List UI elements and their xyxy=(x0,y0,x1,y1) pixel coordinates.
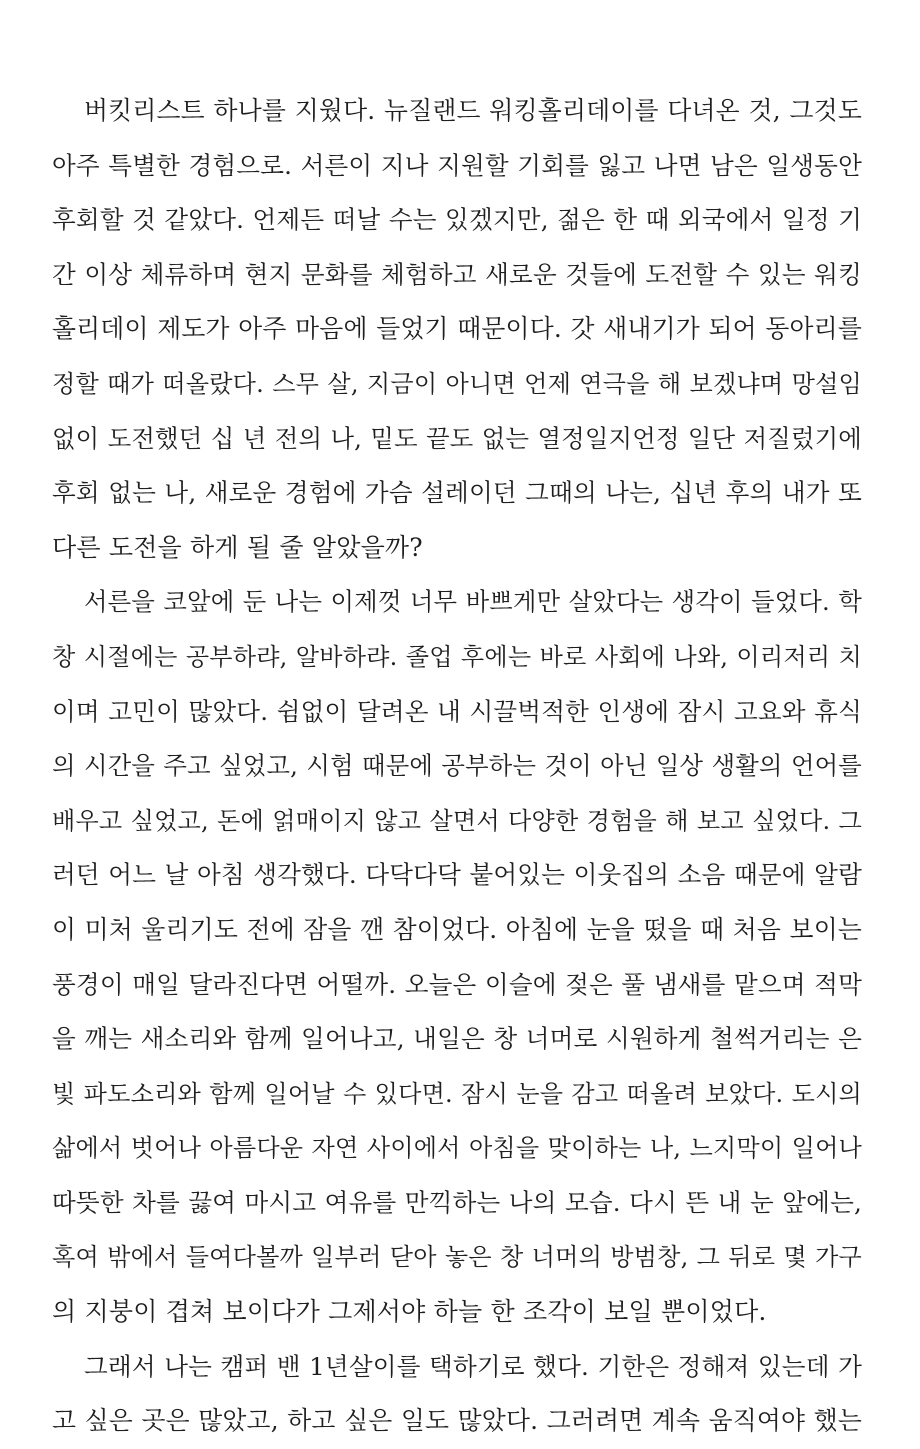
text-line: 빛 파도소리와 함께 일어날 수 있다면. 잠시 눈을 감고 떠올려 보았다. 도시의 xyxy=(52,1079,862,1108)
body-text xyxy=(52,84,862,1449)
text-line: 간 이상 체류하며 현지 문화를 체험하고 새로운 것들에 도전할 수 있는 워킹 xyxy=(52,259,862,289)
text-line: 홀리데이 제도가 아주 마음에 들었기 때문이다. 갓 새내기가 되어 동아리를 xyxy=(52,314,862,344)
text-line: 서른을 코앞에 둔 나는 이제껏 너무 바쁘게만 살았다는 생각이 들었다. 학 xyxy=(84,587,862,617)
text-line: 이며 고민이 많았다. 쉼없이 달려온 내 시끌벅적한 인생에 잠시 고요와 휴식 xyxy=(52,696,862,726)
text-line: 없이 도전했던 십 년 전의 나, 밑도 끝도 없는 열정일지언정 일단 저질렀기에 xyxy=(52,423,862,453)
text-line: 의 지붕이 겹쳐 보이다가 그제서야 하늘 한 조각이 보일 뿐이었다. xyxy=(52,1297,767,1327)
text-line: 혹여 밖에서 들여다볼까 일부러 닫아 놓은 창 너머의 방범창, 그 뒤로 몇 가구 xyxy=(52,1243,862,1272)
text-line: 후회할 것 같았다. 언제든 떠날 수는 있겠지만, 젊은 한 때 외국에서 일정 기 xyxy=(52,205,862,235)
text-line: 삶에서 벗어나 아름다운 자연 사이에서 아침을 맞이하는 나, 느지막이 일어나 xyxy=(52,1134,862,1163)
text-line: 버킷리스트 하나를 지웠다. 뉴질랜드 워킹홀리데이를 다녀온 것, 그것도 xyxy=(84,96,862,125)
text-line: 그래서 나는 캠퍼 밴 1년살이를 택하기로 했다. 기한은 정해져 있는데 가 xyxy=(84,1351,862,1381)
text-line: 배우고 싶었고, 돈에 얽매이지 않고 살면서 다양한 경험을 해 보고 싶었다. 그 xyxy=(52,806,862,835)
text-line: 이 미처 울리기도 전에 잠을 깬 참이었다. 아침에 눈을 떴을 때 처음 보이는 xyxy=(52,914,862,944)
text-line: 고 싶은 곳은 많았고, 하고 싶은 일도 많았다. 그러려면 계속 움직여야 했는 xyxy=(52,1406,862,1436)
text-line: 러던 어느 날 아침 생각했다. 다닥다닥 붙어있는 이웃집의 소음 때문에 알람 xyxy=(52,860,862,890)
text-line: 창 시절에는 공부하랴, 알바하랴. 졸업 후에는 바로 사회에 나와, 이리저리 치 xyxy=(52,642,862,671)
text-line: 의 시간을 주고 싶었고, 시험 때문에 공부하는 것이 아닌 일상 생활의 언어를 xyxy=(52,751,862,781)
text-line: 따뜻한 차를 끓여 마시고 여유를 만끽하는 나의 모습. 다시 뜬 내 눈 앞에는, xyxy=(52,1187,862,1217)
text-line: 정할 때가 떠올랐다. 스무 살, 지금이 아니면 언제 연극을 해 보겠냐며 망설임 xyxy=(52,369,862,398)
text-line: 다른 도전을 하게 될 줄 알았을까? xyxy=(52,532,423,562)
text-line: 풍경이 매일 달라진다면 어떨까. 오늘은 이슬에 젖은 풀 냄새를 맡으며 적막 xyxy=(52,969,862,999)
text-line: 아주 특별한 경험으로. 서른이 지나 지원할 기회를 잃고 나면 남은 일생동안 xyxy=(52,150,862,180)
text-line: 후회 없는 나, 새로운 경험에 가슴 설레이던 그때의 나는, 십년 후의 내가 또 xyxy=(52,478,862,508)
text-line: 을 깨는 새소리와 함께 일어나고, 내일은 창 너머로 시원하게 철썩거리는 은 xyxy=(52,1024,862,1054)
